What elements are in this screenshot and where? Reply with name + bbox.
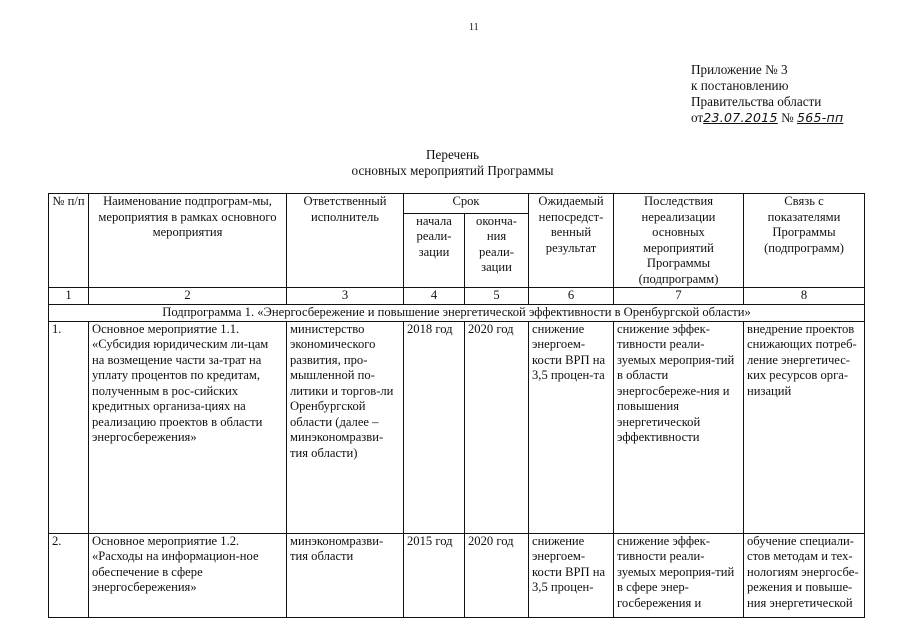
col-number: 5 xyxy=(465,288,529,305)
title-line-2: основных мероприятий Программы xyxy=(351,163,554,178)
col-number: 2 xyxy=(89,288,287,305)
row-start-text: 2015 год xyxy=(407,533,453,548)
appendix-block xyxy=(691,62,843,126)
measures-table xyxy=(48,193,865,618)
row-num xyxy=(49,533,89,617)
row-result xyxy=(529,533,614,617)
row-link: внедрение проектов снижающих потреб-ление энергетичес-ких ресурсов орга-низаций xyxy=(744,321,865,533)
col-number: 6 xyxy=(529,288,614,305)
document-title xyxy=(0,147,905,179)
header-consequences: Последствия нереализации основных мероприятий Программы (подпрограмм) xyxy=(614,194,744,288)
page-number: 11 xyxy=(469,22,479,33)
appendix-line-1: Приложение № 3 xyxy=(691,62,788,77)
row-name: Основное мероприятие 1.1. «Субсидия юридическим ли-цам на возмещение части за-трат на уплату процентов по кредитам, полученным в рос-сийских кредитных организа-циях на реализацию проектов в области энергосбережения» xyxy=(89,321,287,533)
row-executor-text: минэкономразви-тия области xyxy=(290,533,384,563)
row-end-text: 2020 год xyxy=(468,533,514,548)
subprogram-title: Подпрограмма 1. «Энергосбережение и повышение энергетической эффективности в Оренбургской области» xyxy=(49,304,865,321)
row-consequences-text: снижение эффек-тивности реали-зуемых мероприя-тий в сфере энер-госбережения и xyxy=(617,533,735,610)
row-end: 2020 год xyxy=(465,321,529,533)
row-executor xyxy=(287,533,404,617)
header-num: № п/п xyxy=(49,194,89,288)
row-num: 1. xyxy=(49,321,89,533)
header-result: Ожидаемый непосредст-венный результат xyxy=(529,194,614,288)
title-line-1: Перечень xyxy=(425,147,480,162)
row-name xyxy=(89,533,287,617)
appendix-number: 565-пп xyxy=(796,110,844,125)
row-link-text: обучение специали-стов методам и тех-нологиям энергосбе-режения и повыше-ния энергетической xyxy=(747,533,859,610)
column-number-row xyxy=(49,288,865,305)
header-term-end: оконча-ния реали-зации xyxy=(465,213,529,288)
header-term-start: начала реали-зации xyxy=(404,213,465,288)
row-name-text: Основное мероприятие 1.2. «Расходы на информацион-ное обеспечение в сфере энергосбережения» xyxy=(92,533,259,594)
col-number: 3 xyxy=(287,288,404,305)
appendix-from-label: от xyxy=(691,110,704,125)
appendix-line-2: к постановлению xyxy=(691,78,789,93)
row-executor: министерство экономического развития, про-мышленной по-литики и торгов-ли Оренбургской области (далее – минэкономразви-тия области) xyxy=(287,321,404,533)
row-start xyxy=(404,533,465,617)
col-number: 8 xyxy=(744,288,865,305)
row-consequences: снижение эффек-тивности реали-зуемых мероприя-тий в области энергосбереже-ния и повышения энергетической эффективности xyxy=(614,321,744,533)
row-link xyxy=(744,533,865,617)
header-term: Срок xyxy=(404,194,529,214)
row-consequences xyxy=(614,533,744,617)
subprogram-row xyxy=(49,304,865,321)
row-result-text: снижение энергоем-кости ВРП на 3,5 процен- xyxy=(532,533,606,594)
row-result: снижение энергоем-кости ВРП на 3,5 процен-та xyxy=(529,321,614,533)
header-executor: Ответственный исполнитель xyxy=(287,194,404,288)
header-row xyxy=(49,194,865,214)
col-number: 1 xyxy=(49,288,89,305)
row-start: 2018 год xyxy=(404,321,465,533)
row-num-text: 2. xyxy=(52,533,62,548)
header-name: Наименование подпрограм-мы, мероприятия в рамках основного мероприятия xyxy=(89,194,287,288)
row-end xyxy=(465,533,529,617)
table-row xyxy=(49,533,865,617)
appendix-date: 23.07.2015 xyxy=(703,110,778,125)
header-link: Связь с показателями Программы (подпрограмм) xyxy=(744,194,865,288)
appendix-date-line xyxy=(691,110,843,126)
appendix-line-3: Правительства области xyxy=(691,94,822,109)
table-row xyxy=(49,321,865,533)
appendix-number-label: № xyxy=(781,110,794,125)
col-number: 7 xyxy=(614,288,744,305)
col-number: 4 xyxy=(404,288,465,305)
